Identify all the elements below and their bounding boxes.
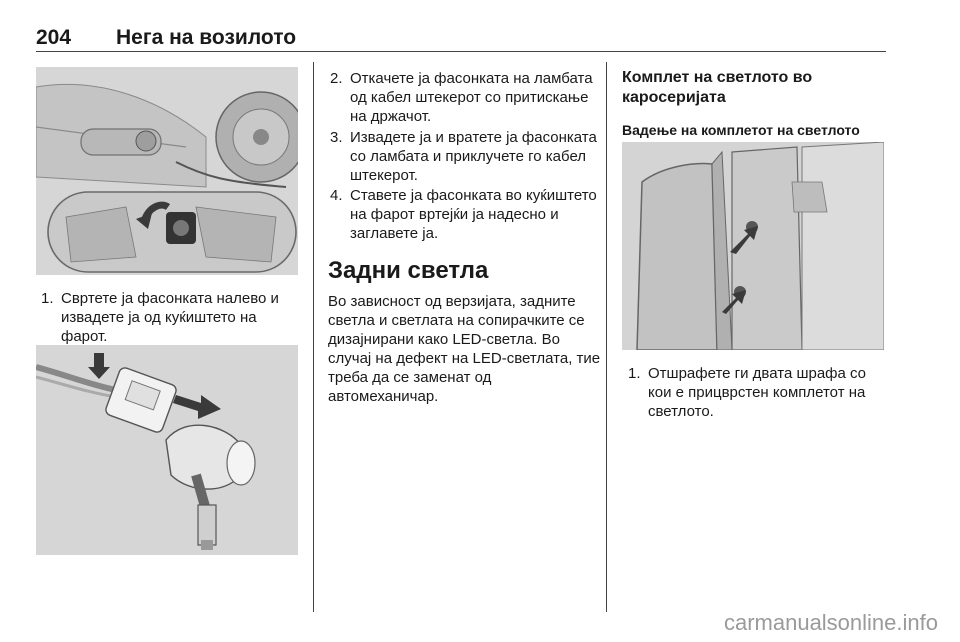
section-body-rear-lights: Во зависност од верзијата, задните светла и светлата на сопирачките се дизајнирани како LED-светла. Во случај на дефект на LED-светлата, тие треба да се заменат од автомеханичар. [328,293,601,405]
step-number: 1. [628,365,641,382]
chapter-title: Нега на возилото [116,26,297,49]
heading-body-light-assembly: Комплет на светлото во каросеријата [622,69,813,106]
step-4 [330,186,600,243]
watermark: carmanualsonline.info [723,610,938,635]
column-divider-2 [606,62,607,612]
figure-bulb-socket [36,345,298,555]
step-number: 3. [330,129,343,146]
subheading-remove-light-assembly: Вадење на комплетот на светлото [622,122,860,138]
header-divider [36,51,886,52]
step-3 [330,128,600,185]
step-number: 2. [330,70,343,87]
rear-light-illustration [622,142,884,350]
figure-headlight-access [36,67,298,275]
headlight-illustration [36,67,298,275]
step-1-right [628,364,886,421]
figure-rear-light-screws [622,142,884,350]
column-divider-1 [313,62,314,612]
step-text: Ставете ја фасонката во куќиштето на фарот вртејќи ја надесно и заглавете ја. [350,187,597,242]
step-text: Откачете ја фасонката на ламбата од кабел штекерот со притискање на држачот. [350,70,593,125]
step-1-left [41,289,299,346]
page-number: 204 [36,26,72,49]
page-header [36,26,886,52]
step-text: Извадете ја и вратете ја фасонката со ламбата и приклучете го кабел штекерот. [350,129,597,184]
step-number: 1. [41,290,54,307]
section-heading-rear-lights: Задни светла [328,257,489,284]
step-number: 4. [330,187,343,204]
bulb-socket-illustration [36,345,298,555]
step-text: Свртете ја фасонката налево и извадете ја од куќиштето на фарот. [61,290,279,345]
step-2 [330,69,600,126]
step-text: Отшрафете ги двата шрафа со кои е прицврстен комплетот на светлото. [648,365,867,420]
